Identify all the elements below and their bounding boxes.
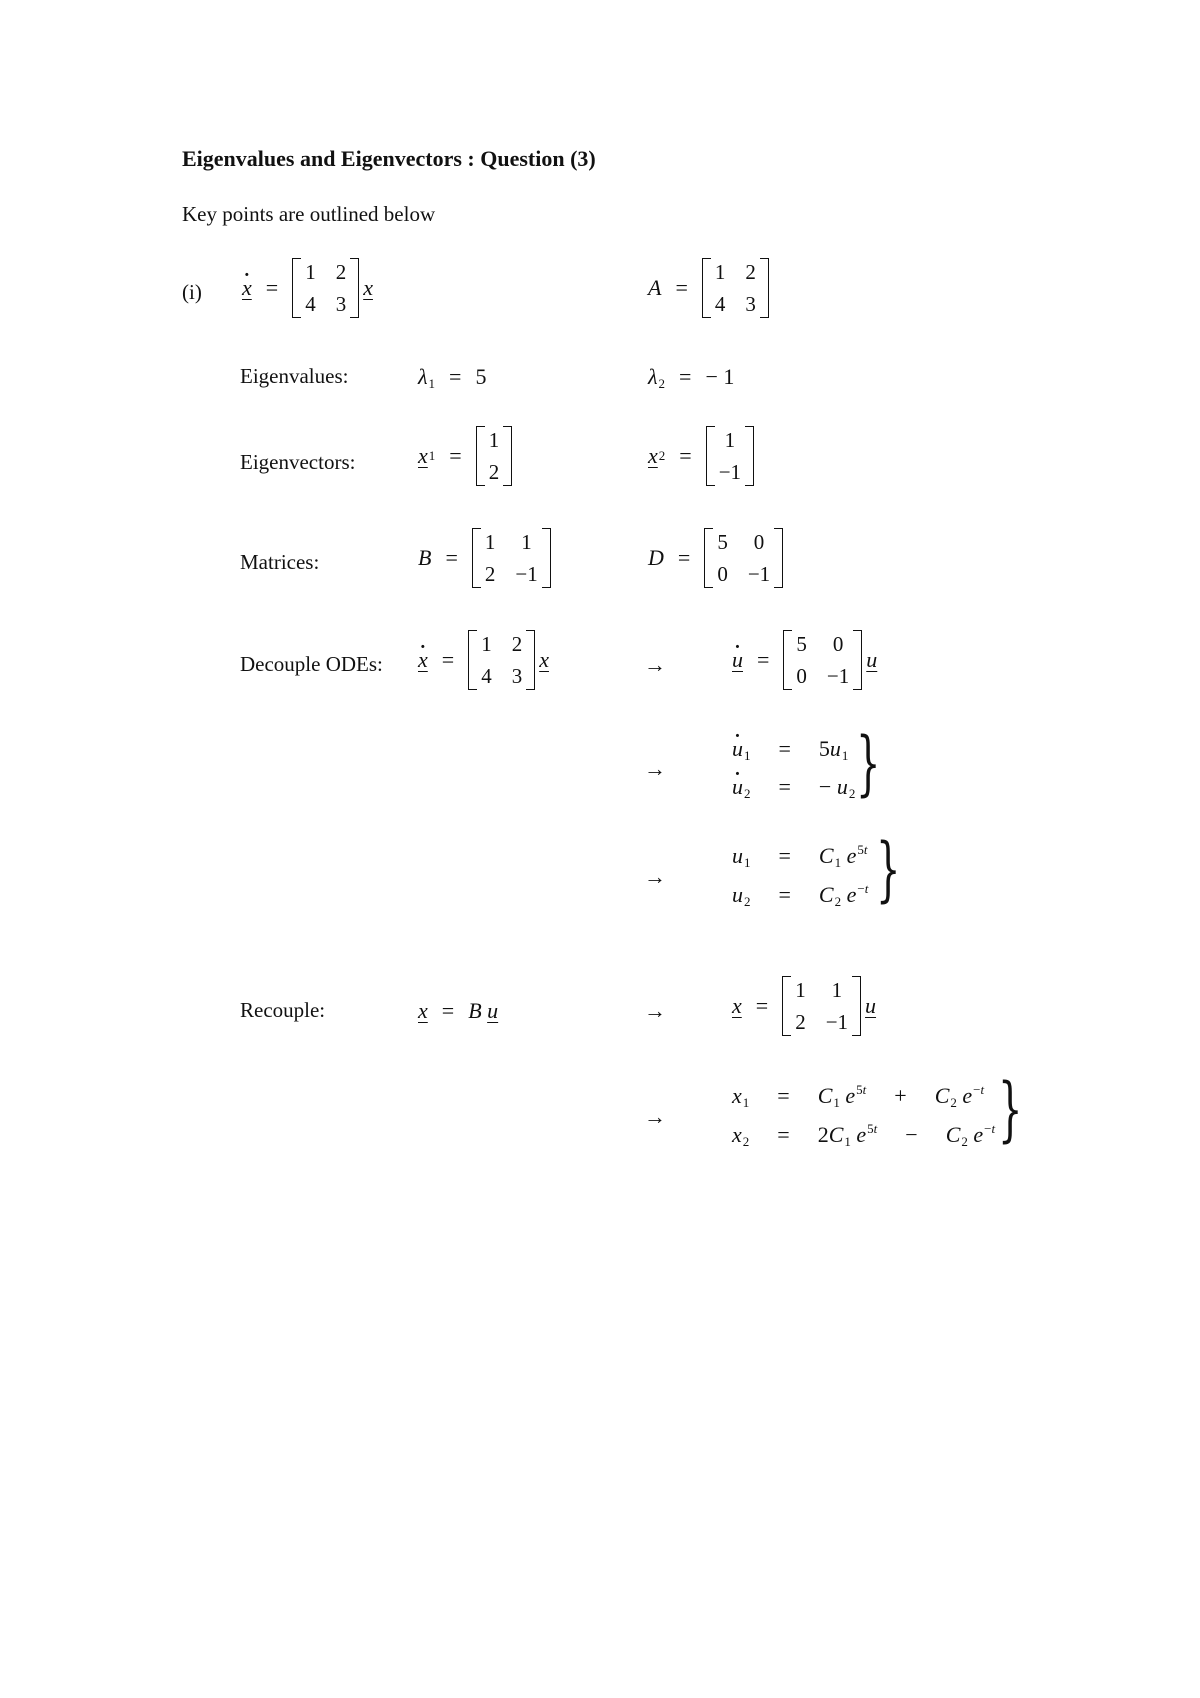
x-vector: x xyxy=(363,275,373,300)
recouple-equation: x = B u xyxy=(418,998,499,1023)
matrices-label: Matrices: xyxy=(240,550,320,574)
part-label: (i) xyxy=(182,280,202,304)
recouple-label: Recouple: xyxy=(240,998,326,1022)
recoupled-system: x = 1 1 2 −1 u xyxy=(732,978,877,1034)
right-brace: } xyxy=(876,828,901,910)
page-title: Eigenvalues and Eigenvectors : Question (3) xyxy=(182,146,596,171)
lambda-1: $\lambda_1 = 5$ xyxy=(418,364,487,391)
lambda-2: $\lambda_2$ = − 1 xyxy=(648,364,735,391)
decouple-system: · x = 1 2 4 3 x xyxy=(418,630,549,690)
arrow-5: → xyxy=(644,1104,666,1129)
decouple-label: Decouple ODEs: xyxy=(240,652,383,676)
u-solution: $u_1 = C_1$ $e^{5t}$ $u_2 = C_2$ $e^{-t}$ xyxy=(732,842,869,909)
right-brace: } xyxy=(856,722,881,804)
matrix-d: 5 0 0 −1 xyxy=(704,528,783,588)
matrix-b-definition: B = 1 1 2 −1 xyxy=(418,528,551,588)
matrix-a-system: 1 2 4 3 xyxy=(292,258,359,318)
eigenvector-2: x 2 = 1 −1 xyxy=(648,426,754,486)
arrow-2: → xyxy=(644,756,666,781)
right-brace: } xyxy=(998,1068,1023,1150)
x-dot-vector: · x xyxy=(242,275,252,301)
x-solution: $x_1 = C_1$ $e^{5t} + C_2$ $e^{-t}$ $x_2 = 2C_1$ $e^{5t} - C_2$ $e^{-t}$ xyxy=(732,1082,996,1149)
intro-text: Key points are outlined below xyxy=(182,202,436,226)
matrix-a: 1 2 4 3 xyxy=(702,258,769,318)
matrix-d-definition: D = 5 0 0 −1 xyxy=(648,528,783,588)
u-dot-equations: · $u_1 = 5u_1$ · $u_2$ = − $u_2$ xyxy=(732,736,855,802)
arrow-1: → xyxy=(644,652,666,677)
matrix-b: 1 1 2 −1 xyxy=(472,528,551,588)
matrix-a-definition: A = 1 2 4 3 xyxy=(648,258,769,318)
eigenvalues-label: Eigenvalues: xyxy=(240,364,349,388)
eigenvector-1: x 1 = 1 2 xyxy=(418,426,512,486)
system-equation: · x = 1 2 4 3 x xyxy=(242,258,373,318)
decoupled-system: · u = 5 0 0 −1 u xyxy=(732,630,877,690)
arrow-4: → xyxy=(644,998,666,1023)
eigenvectors-label: Eigenvectors: xyxy=(240,450,356,474)
arrow-3: → xyxy=(644,864,666,889)
